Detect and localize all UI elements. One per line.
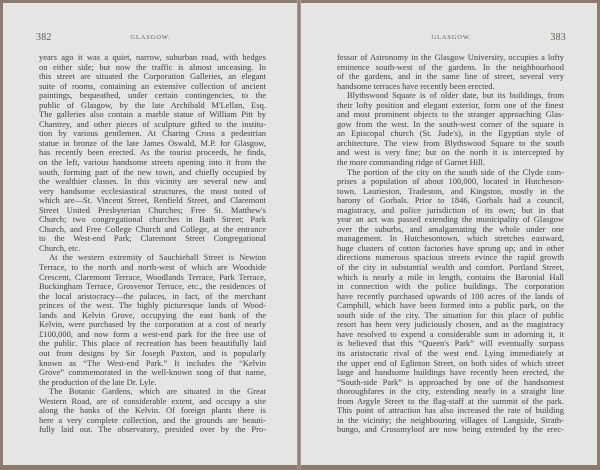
text-line: an Episcopal church (St. Jude's), in the Egyptian style of [337, 128, 564, 139]
text-line: out from designs by Sir Joseph Paxton, and is popularly [39, 347, 266, 358]
text-line: in the vicinity; the neighbouring villages of Langside, Strath- [337, 414, 564, 425]
text-line: large and handsome buildings have recently been erected, the [337, 367, 564, 378]
text-line: statue in bronze of the late James Oswald, M.P. for Glasgow, [39, 137, 266, 148]
text-line: to the West-end Park; Claremont Street Congregational [39, 233, 266, 244]
text-line: has recently been erected. As the tourist proceeds, he finds, [39, 147, 266, 158]
text-line: the production of the late Dr. Lyle. [39, 376, 157, 387]
text-line: eminence south-west of the gardens. In the neighbourhood [337, 61, 564, 72]
left-page [3, 3, 297, 465]
text-line: year an act was passed extending the municipality of Glasgow [337, 214, 564, 225]
text-line: Grove” commemorated in the well-known song of that name, [39, 367, 266, 378]
right-page-header [337, 33, 566, 45]
text-line: thoroughfares in the city, extending nearly in a straight line [337, 386, 564, 397]
text-line: the wealthier classes. In this vicinity are several new and [39, 176, 266, 187]
text-line: this street are situated the Corporation Galleries, an elegant [39, 71, 266, 82]
text-line: fessor of Astronomy in the Glasgow University, occupies a lofty [337, 52, 564, 62]
text-line: handsome terraces have recently been erected. [337, 80, 495, 91]
text-line: £100,000, and now form a west-end park for the free use of [39, 328, 266, 339]
text-line: Western Road, are of considerable extent, and occupy a site [39, 395, 266, 406]
text-line: Camphill, which have been formed into a public park, on the [337, 300, 564, 311]
text-line: years ago it was a quiet, narrow, suburban road, with hedges [39, 52, 266, 62]
left-page-text [39, 53, 266, 435]
right-page-text [337, 53, 564, 435]
right-page [301, 3, 597, 465]
text-line: public of Glasgow, by the late Archibald M'Lellan, Esq. [39, 99, 266, 110]
text-line: which is nearly a mile in length, contains the Baronial Hall [337, 271, 564, 282]
text-line: At the western extremity of Sauchiehall Street is Newton [49, 252, 266, 263]
text-line: suite of rooms, containing an extensive collection of ancient [39, 80, 266, 91]
text-line: on the left, various handsome streets opening into it from the [39, 157, 266, 168]
text-line: along the banks of the Kelvin. Of foreign plants there is [39, 405, 266, 416]
text-line: Kelvin, were purchased by the corporation at a cost of nearly [39, 319, 266, 330]
text-line: south, forming part of the new town, and chiefly occupied by [39, 166, 266, 177]
page-number: 382 [36, 32, 52, 43]
text-line: Crescent, Claremont Terrace, Woodlands Terrace, Park Terrace, [39, 271, 266, 282]
text-line: princes of the west. The highly picturesque lands of Wood- [39, 300, 266, 311]
text-line: tion by various gentlemen. At Charing Cross a pedestrian [39, 128, 266, 139]
text-line: south side of the city. The situation for this place of public [337, 309, 564, 320]
text-line: of the gardens, and in the same line of street, several very [337, 71, 564, 82]
text-line: from Argyle Street to the flag-staff at the summit of the park. [337, 395, 564, 406]
text-line: huge clusters of cotton factories have sprung up; and in other [337, 242, 564, 253]
text-line: directions numerous spacious streets evince the rapid growth [337, 252, 564, 263]
text-line: in connection with the police buildings. The corporation [337, 281, 564, 292]
text-line: The Botanic Gardens, which are situated in the Great [49, 386, 266, 397]
text-line: and west is very fine; but on the north it is intercepted by [337, 147, 564, 158]
text-line: “South-side Park” is approached by one of the handsomest [337, 376, 564, 387]
text-line: the more commanding ridge of Garnet Hill. [337, 157, 485, 168]
left-page-header [36, 33, 265, 45]
text-line: Terrace, to the north and north-west of which are Woodside [39, 262, 266, 273]
text-line: gow from the west. In the south-west corner of the square is [337, 118, 564, 129]
text-line: Blythswood Square is of older date, but its buildings, from [347, 90, 564, 101]
text-line: have recently purchased upwards of 100 acres of the lands of [337, 290, 564, 301]
text-line: very handsome ecclesiastical structures, the most noted of [39, 185, 266, 196]
text-line: bungo, and Crossmyloof are now being extended by the erec- [337, 424, 564, 435]
text-line: which are—St. Vincent Street, Renfield Street, and Claremont [39, 195, 266, 206]
text-line: the public. This place of recreation has been beautifully laid [39, 338, 266, 349]
text-line: The portion of the city on the south side of the Clyde com- [347, 166, 564, 177]
text-line: prises a population of about 100,000, located in Hutcheson- [337, 176, 564, 187]
text-line: the local aristocracy—the palaces, in fact, of the merchant [39, 290, 266, 301]
text-line: Buckingham Terrace, Grosvenor Terrace, etc., the residences of [39, 281, 266, 292]
page-number: 383 [550, 32, 566, 43]
text-line: the upper end of Eglinton Street, on both sides of which street [337, 357, 564, 368]
text-line: here a very complete collection, and the grounds are beauti- [39, 414, 266, 425]
text-line: magistracy, and police jurisdiction of its own; but in that [337, 204, 564, 215]
text-line: management. In Hutchesontown, which stretches eastward, [337, 233, 564, 244]
text-line: is believed that this “Queen's Park” will eventually surpass [337, 338, 564, 349]
text-line: Church; two congregational churches in Bath Street; Park [39, 214, 266, 225]
text-line: architecture. The view from Blythswood Square to the south [337, 137, 564, 148]
text-line: its aristocratic rival of the west end. Lying immediately at [337, 347, 564, 358]
text-line: paintings, bequeathed, under certain contingencies, to the [39, 90, 266, 101]
text-line: and most prominent objects to the stranger approaching Glas- [337, 109, 564, 120]
text-line: fully laid out. The observatory, presided over by the Pro- [39, 424, 266, 435]
text-line: their lofty position and elegant exterior, form one of the finest [337, 99, 564, 110]
text-line: of the city in substantial wealth and comfort. Portland Street, [337, 262, 564, 273]
running-head: GLASGOW. [130, 34, 171, 41]
text-line: barony of Gorbals. Prior to 1846, Gorbals had a council, [337, 195, 564, 206]
text-line: Street United Presbyterian Churches; Free St. Matthew's [39, 204, 266, 215]
text-line: over the suburbs, and amalgamating the whole under one [337, 223, 564, 234]
text-line: Church, and Free College Church and College, at the entrance [39, 223, 266, 234]
text-line: town, Laurieston, Tradeston, and Kingston, mostly in the [337, 185, 564, 196]
text-line: on either side; but now the traffic is almost unceasing. In [39, 61, 266, 72]
text-line: This point of attraction has also increased the rate of building [337, 405, 564, 416]
text-line: Chantrey, and other pieces of sculpture gifted to the institu- [39, 118, 266, 129]
text-line: have resolved to expend a considerable sum in adorning it, it [337, 328, 564, 339]
text-line: resort has been very judiciously chosen, and as the magistracy [337, 319, 564, 330]
text-line: known as “The West-end Park.” It includes the “Kelvin [39, 357, 266, 368]
text-line: Church, etc. [39, 242, 81, 253]
text-line: lands and Kelvin Grove, occupying the east bank of the [39, 309, 266, 320]
running-head: GLASGOW. [431, 34, 472, 41]
text-line: The galleries also contain a marble statue of William Pitt by [39, 109, 266, 120]
